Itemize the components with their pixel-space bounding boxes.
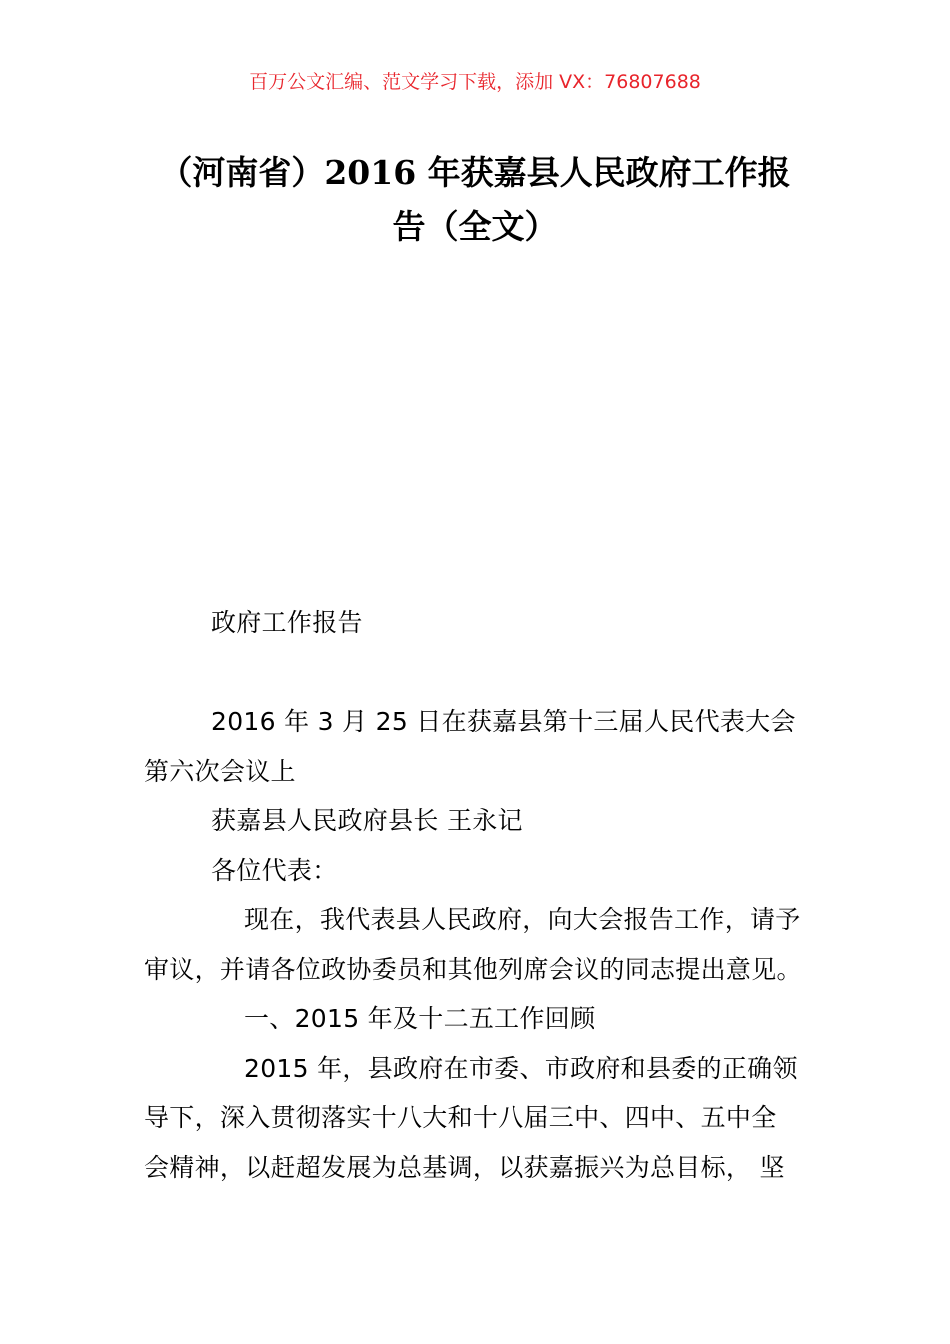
paragraph-2-line-2: 导下，深入贯彻落实十八大和十八届三中、四中、五中全: [144, 1103, 777, 1132]
title-line-2: 告（全文）: [392, 207, 558, 246]
paragraph-2-line-1: 2015 年，县政府在市委、市政府和县委的正确领: [244, 1053, 798, 1083]
paragraph-1-line-2: 审议，并请各位政协委员和其他列席会议的同志提出意见。: [144, 954, 802, 984]
document-body: [144, 697, 808, 1192]
speaker-line: 获嘉县人民政府县长 王永记: [211, 806, 523, 835]
document-title: [130, 146, 820, 254]
paragraph-1-line-1: 现在，我代表县人民政府，向大会报告工作，请予: [244, 905, 801, 934]
report-heading-block: [144, 598, 808, 648]
salutation: 各位代表：: [211, 855, 338, 885]
section-1-heading: 一、2015 年及十二五工作回顾: [244, 1004, 596, 1033]
watermark-banner: 百万公文汇编、范文学习下载，添加 VX：76807688: [249, 71, 701, 93]
paragraph-2-line-3: 会精神，以赶超发展为总基调，以获嘉振兴为总目标， 坚: [144, 1152, 785, 1182]
report-heading: 政府工作报告: [211, 608, 363, 637]
title-line-1: （河南省）2016 年获嘉县人民政府工作报: [159, 153, 791, 192]
meeting-info-line-1: 2016 年 3 月 25 日在获嘉县第十三届人民代表大会: [211, 707, 796, 736]
meeting-info-line-2: 第六次会议上: [144, 756, 296, 786]
